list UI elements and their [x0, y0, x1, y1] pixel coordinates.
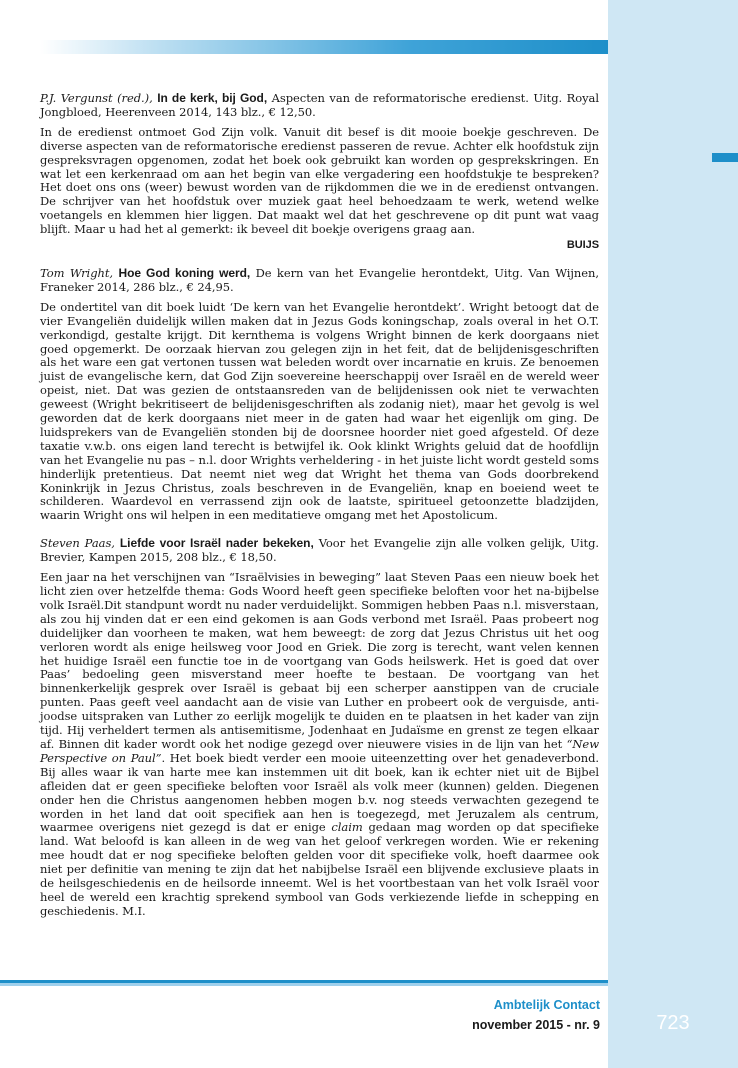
- review-author: P.J. Vergunst (red.),: [40, 91, 153, 105]
- review-2: [40, 267, 599, 523]
- review-1: [40, 92, 599, 253]
- review-signature: BUIJS: [566, 239, 599, 252]
- review-body-emphasis: “New Perspective on Paul”: [40, 736, 599, 765]
- review-details: Voor het Evangelie zijn alle volken gelijk, Uitg. Brevier, Kampen 2015, 208 blz., € 18,50.: [40, 536, 599, 565]
- page-number: 723: [656, 1012, 690, 1034]
- review-author: Steven Paas,: [40, 536, 115, 551]
- review-body: [40, 571, 599, 919]
- review-3: [40, 537, 599, 918]
- review-title: In de kerk, bij God,: [157, 91, 268, 105]
- journal-name: Ambtelijk Contact: [493, 998, 600, 1012]
- review-title: Hoe God koning werd,: [118, 265, 251, 280]
- review-body: In de eredienst ontmoet God Zijn volk. Vanuit dit besef is dit mooie boekje geschreven. De diverse aspecten van de reformatorische eredienst passeren de revue. Achter elk hoofdstuk zijn gespreksvragen opgenomen, zodat het boek ook gebruikt kan worden op gesprekskringen. En wat let een kerkenraad om aan het begin van elke vergadering een hoofdstukje te bespreken? Het doet ons ons (weer) bewust worden van de rijkdommen die we in de eredienst ontvangen. De schrijver van het hoofdstuk over muziek gaat heel behoedzaam te werk, wetend welke voetangels en klemmen hier liggen. Dat maakt wel dat het geschrevene op dit punt wat vaag blijft. Maar u had het al gemerkt: ik beveel dit boekje overigens graag aan.: [40, 124, 599, 237]
- review-title: Liefde voor Israël nader bekeken,: [119, 536, 314, 551]
- review-citation: [40, 92, 599, 120]
- review-author: Tom Wright,: [40, 265, 114, 280]
- review-body-part: Een jaar na het verschijnen van “Israëlvisies in beweging” laat Steven Paas een nieuw boek het licht zien over hetzelfde thema: Gods Woord heeft geen specifieke beloften voor het na-bijbelse volk Israël.Dit standpunt wordt nu nader verduidelijkt. Sommigen hebben Paas n.l. misverstaan, als zou hij vinden dat er een eind gekomen is aan Gods verbond met Israël. Paas probeert nog duidelijker dan voorheen te maken, wat hem beweegt: de zorg dat Jezus Christus uit het oog verloren wordt als enige heilsweg voor Jood en Griek. Die zorg is terecht, want velen kennen het huidige Israël een functie toe in de voortgang van Gods heilswerk. Het is goed dat over Paas’ bedoeling geen misverstand meer hoefte te bestaan. De voortgang van het binnenkerkelijk gesprek over Israël is gebaat bij een scherper aanstippen van de cruciale punten. Paas geeft veel aandacht aan de visie van Luther en probeert ook de verguisde, anti-joodse uitspraken van Luther zo eerlijk mogelijk te duiden en te plaatsen in het kader van zijn tijd. Hij verheldert termen als antisemitisme, Jodenhaat en Judaïsme en grenst ze tegen elkaar af. Binnen dit kader wordt ook het nodige gezegd over nieuwere visies in de lijn van het: [40, 570, 599, 751]
- review-body-part: gedaan mag worden op dat specifieke land. Wat beloofd is kan alleen in de weg van het geloof verkregen worden. Wie er rekening mee houdt dat er nog specifieke beloften gelden voor dit specifieke volk, hoeft daarmee ook niet per definitie van mening te zijn dat het nabijbelse Israël een blijvende exclusieve plaats in de heilsgeschiedenis en de heilsorde inneemt. Wel is het voortbestaan van het volk Israël voor heel de wereld een krachtig sprekend symbool van Gods verkiezende liefde in schepping en geschiedenis. M.I.: [40, 820, 600, 918]
- review-body-emphasis: claim: [331, 820, 363, 835]
- review-citation: [40, 267, 599, 295]
- review-details: Aspecten van de reformatorische eredienst. Uitg. Royal Jongbloed, Heerenveen 2014, 143 blz., € 12,50.: [40, 91, 599, 119]
- issue-label: november 2015 - nr. 9: [472, 1018, 600, 1032]
- margin-tab-marker: [712, 153, 738, 162]
- footer-rule-light: [0, 983, 608, 986]
- review-body: De ondertitel van dit boek luidt ‘De kern van het Evangelie herontdekt’. Wright betoogt dat de vier Evangeliën duidelijk willen maken dat in Jezus Gods koningschap, zoals overal in het O.T. verkondigd, gestalte krijgt. Dit kernthema is volgens Wright binnen de kerk doorgaans niet goed opgemerkt. De oorzaak hiervan zou gelegen zijn in het feit, dat de belijdenisgeschriften als het ware een gat vertonen tussen wat beleden wordt over incarnatie en kruis. Ze benoemen juist de evangelische kern, dat God Zijn soevereine heerschappij over Israël en de wereld weer opeist, niet. Dat was gezien de ontstaansreden van de belijdenissen ook niet te verwachten geweest (Wright bekritiseert de belijdenisgeschriften als zodanig niet), maar het gevolg is wel geworden dat de kerk doorgaans niet meer in de gaten had waar het eigenlijk om ging. De luidsprekers van de Evangeliën stonden bij de doorsnee hoorder niet goed afgesteld. Of deze taxatie v.w.b. ons eigen land terecht is betwijfel ik. Ook klinkt Wrights geluid dat de hoofdlijn van het Evangelie nu pas – n.l. door Wrights verheldering - in het juiste licht wordt gesteld soms hinderlijk pretentieus. Dat neemt niet weg dat Wright het thema van Gods doorbrekend Koninkrijk in Jezus Christus, zoals beschreven in de Evangeliën, knap en boeiend weet te schilderen. Waardevol en verrassend zijn ook de laatste, spiritueel getoonzette bladzijden, waarin Wright ons wil helpen in een meditatieve omgang met het Apostolicum.: [40, 299, 599, 523]
- header-gradient-rule: [40, 40, 608, 54]
- review-body-part: . Het boek biedt verder een mooie uiteenzetting over het genadeverbond. Bij alles waar ik van harte mee kan instemmen uit dit boek, kan ik echter niet uit de Bijbel afleiden dat er geen specifieke beloften voor Israël als volk meer (kunnen) gelden. Diegenen onder hen die Christus aangenomen hebben mogen b.v. nog steeds verwachten gezegend te worden in het land dat ooit specifiek aan hen is toegezegd, met Jeruzalem als centrum, waarmee overigens niet gezegd is dat er enige: [40, 750, 599, 835]
- review-citation: [40, 537, 599, 565]
- review-details: De kern van het Evangelie herontdekt, Uitg. Van Wijnen, Franeker 2014, 286 blz., € 24,95.: [40, 265, 599, 294]
- reviews-column: [40, 92, 599, 933]
